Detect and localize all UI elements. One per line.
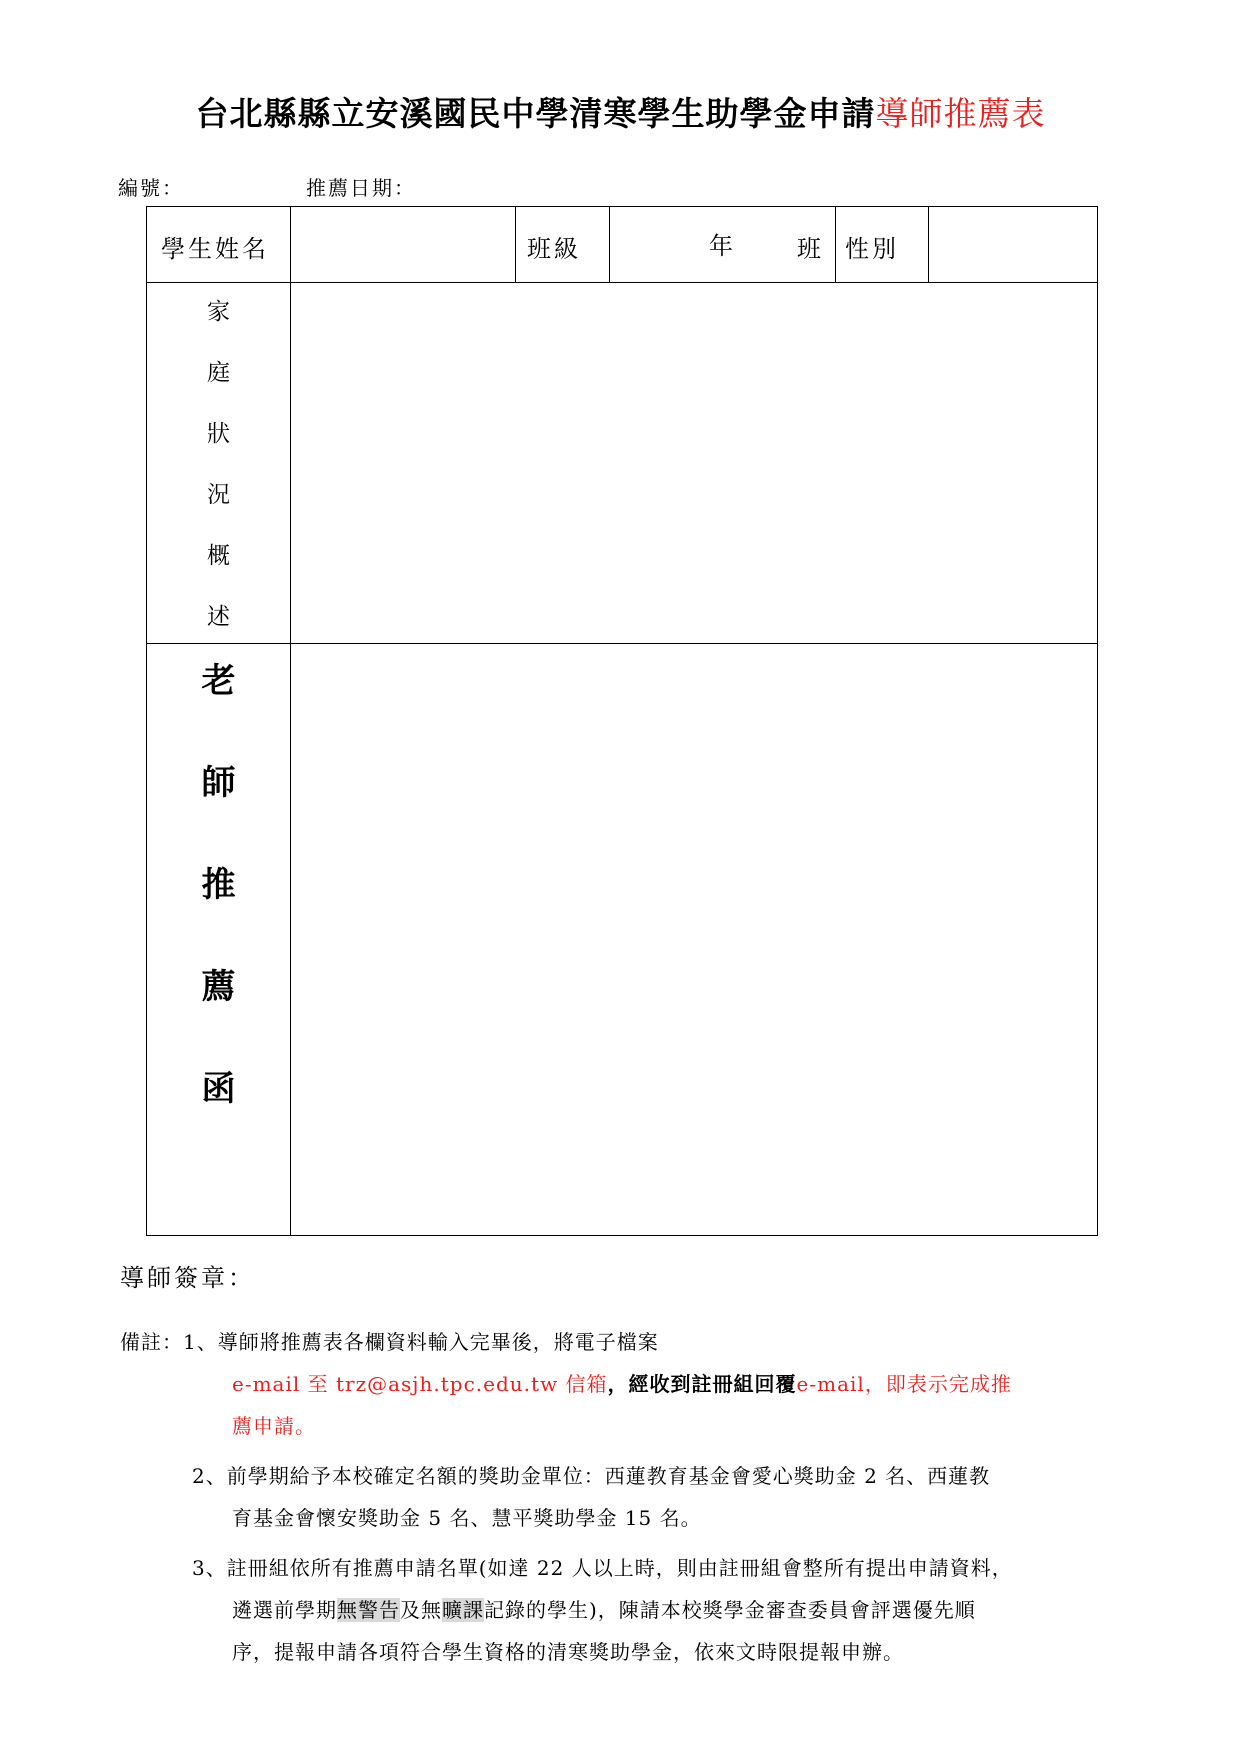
note-2-line-1: 2、前學期給予本校確定名額的獎助金單位：西蓮教育基金會愛心獎助金 2 名、西蓮教	[192, 1464, 991, 1488]
gender-label-divider	[928, 207, 929, 282]
teacher-signature-label: 導師簽章：	[120, 1264, 255, 1292]
date-label: 推薦日期：	[306, 176, 416, 200]
class-label-divider	[609, 207, 610, 282]
family-situation-label	[147, 293, 290, 659]
number-label: 編號：	[118, 176, 184, 200]
name-value-divider	[515, 207, 516, 282]
note-1-bold: ，經收到註冊組回覆	[607, 1372, 797, 1396]
class-label: 班級	[527, 235, 581, 263]
recommend-char-3: 推	[201, 865, 236, 905]
title-red: 導師推薦表	[875, 94, 1046, 133]
note-2-line-2: 育基金會懷安獎助金 5 名、慧平獎助學金 15 名。	[232, 1506, 702, 1530]
family-char-5: 概	[207, 543, 230, 569]
recommend-char-4: 薦	[201, 967, 236, 1007]
note-3-line-1: 3、註冊組依所有推薦申請名單(如達 22 人以上時，則由註冊組會整所有提出申請資料，	[192, 1556, 1013, 1580]
note-1-line-1	[120, 1322, 659, 1363]
class-year-label: 年	[709, 232, 736, 260]
note-3-highlight-1: 無警告	[337, 1598, 400, 1622]
label-column-divider	[290, 207, 291, 1235]
note-1-red-3: 薦申請。	[232, 1414, 316, 1438]
family-situation-field[interactable]	[297, 289, 1092, 637]
note-3-highlight-2: 曠課	[442, 1598, 484, 1622]
family-char-1: 家	[207, 299, 230, 325]
recommend-char-1: 老	[201, 661, 236, 701]
note-3-part-3: 記錄的學生)，陳請本校獎學金審查委員會評選優先順	[484, 1598, 976, 1622]
family-char-6: 述	[207, 604, 230, 630]
family-char-3: 狀	[207, 421, 230, 447]
recommendation-form	[146, 206, 1098, 1236]
student-name-label: 學生姓名	[161, 235, 269, 263]
note-3-line-2	[232, 1590, 976, 1631]
title-main: 台北縣縣立安溪國民中學清寒學生助學金申請	[195, 94, 876, 133]
note-3-part-1: 遴選前學期	[232, 1598, 337, 1622]
class-value-divider	[835, 207, 836, 282]
notes-prefix: 備註：	[120, 1330, 183, 1354]
family-char-4: 況	[207, 482, 230, 508]
gender-label: 性別	[845, 235, 899, 263]
student-name-field[interactable]	[297, 211, 509, 277]
family-char-2: 庭	[207, 360, 230, 386]
note-1-email: e-mail 至 trz@asjh.tpc.edu.tw 信箱	[232, 1372, 608, 1396]
note-1-text: 1、導師將推薦表各欄資料輸入完畢後，將電子檔案	[183, 1330, 659, 1354]
note-3-part-2: 及無	[400, 1598, 442, 1622]
teacher-recommendation-field[interactable]	[297, 650, 1092, 1228]
recommend-char-2: 師	[201, 763, 236, 803]
gender-field[interactable]	[935, 211, 1090, 277]
page-title	[0, 88, 1241, 135]
note-1-line-3	[232, 1406, 316, 1447]
note-1-line-2	[232, 1364, 1012, 1405]
teacher-recommendation-label	[147, 653, 290, 1163]
note-1-red-2: e-mail，即表示完成推	[796, 1372, 1012, 1396]
note-3-line-3: 序，提報申請各項符合學生資格的清寒獎助學金，依來文時限提報申辦。	[232, 1640, 904, 1664]
class-class-label: 班	[797, 235, 824, 263]
recommend-char-5: 函	[201, 1069, 236, 1109]
